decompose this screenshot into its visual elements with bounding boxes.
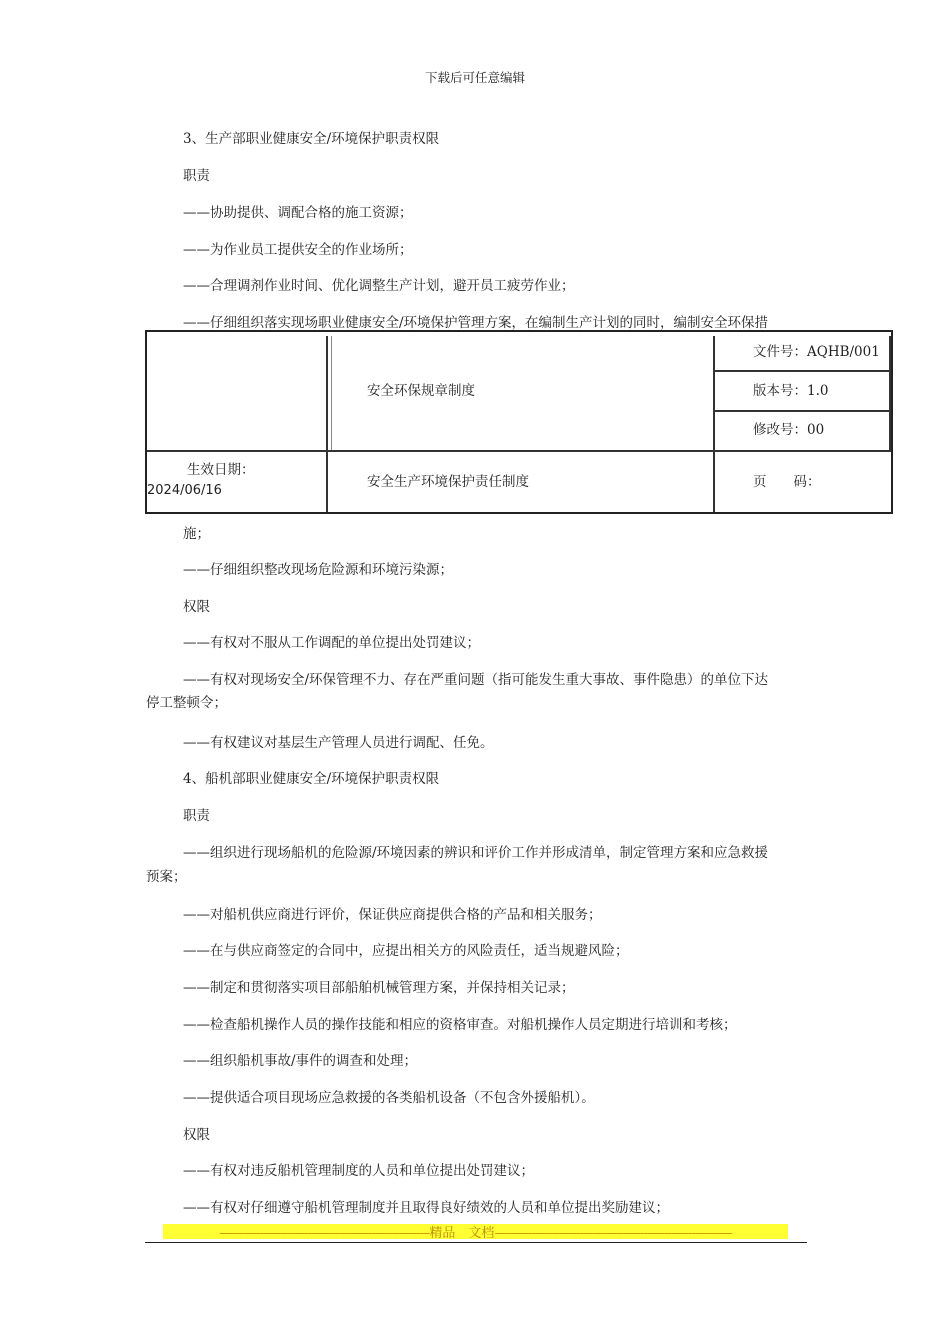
section4-duty-4: ——制定和贯彻落实项目部船舶机械管理方案，并保持相关记录； (183, 980, 575, 996)
section4-duty-3: ——在与供应商签定的合同中，应提出相关方的风险责任，适当规避风险； (183, 943, 629, 959)
footer-rule (145, 1242, 807, 1243)
footer-banner (163, 1222, 788, 1241)
section3-duty-3: ——合理调剂作业时间、优化调整生产计划，避开员工疲劳作业； (183, 278, 575, 294)
section4-duty-7: ——提供适合项目现场应急救援的各类船机设备（不包含外援船机）。 (183, 1090, 595, 1106)
doc-revision: 修改号：00 (753, 422, 825, 438)
doc-subtitle: 安全生产环境保护责任制度 (367, 474, 529, 490)
section3-authority-label: 权限 (183, 599, 210, 615)
section3-authority-1: ——有权对不服从工作调配的单位提出处罚建议； (183, 635, 480, 651)
section4-duty-1-continuation: 预案； (146, 869, 187, 885)
section3-authority-2-continuation: 停工整顿令； (146, 695, 227, 711)
footer-label: 精品 文档 (429, 1226, 495, 1241)
section4-duty-2: ——对船机供应商进行评价，保证供应商提供合格的产品和相关服务； (183, 907, 602, 923)
section4-authority-label: 权限 (183, 1127, 210, 1143)
section4-heading: 4、船机部职业健康安全/环境保护职责权限 (183, 771, 440, 787)
section3-duty-1: ——协助提供、调配合格的施工资源； (183, 205, 413, 221)
doc-version: 版本号：1.0 (753, 383, 829, 399)
section4-duty-1: ——组织进行现场船机的危险源/环境因素的辨识和评价工作并形成清单，制定管理方案和应急救援 (183, 845, 769, 861)
section4-duty-label: 职责 (183, 808, 210, 824)
section3-duty-2: ——为作业员工提供安全的作业场所； (183, 242, 413, 258)
section4-authority-1: ——有权对违反船机管理制度的人员和单位提出处罚建议； (183, 1163, 534, 1179)
footer-dashes-left: -------------------------------------------------------------- (219, 1226, 430, 1241)
section4-authority-2: ——有权对仔细遵守船机管理制度并且取得良好绩效的人员和单位提出奖励建议； (183, 1200, 669, 1216)
section3-duty-5: ——仔细组织整改现场危险源和环境污染源； (183, 562, 453, 578)
doc-title: 安全环保规章制度 (367, 383, 475, 399)
section3-duty-label: 职责 (183, 168, 210, 184)
footer-dashes-right: ---------------------------------------------------------------------- (494, 1226, 732, 1241)
page-header-note: 下载后可任意编辑 (424, 70, 525, 85)
document-info-table (145, 330, 893, 514)
section3-duty-4-continuation: 施； (183, 526, 210, 542)
section3-duty-4: ——仔细组织落实现场职业健康安全/环境保护管理方案，在编制生产计划的同时，编制安全环保措 (183, 315, 769, 331)
doc-file-number (753, 340, 880, 360)
section4-duty-6: ——组织船机事故/事件的调查和处理； (183, 1053, 418, 1069)
doc-file-number-text: 文件号：AQHB/001 (753, 344, 880, 360)
doc-effective-label: 生效日期： (187, 462, 255, 478)
section3-authority-3: ——有权建议对基层生产管理人员进行调配、任免。 (183, 735, 494, 751)
section3-heading: 3、生产部职业健康安全/环境保护职责权限 (183, 131, 440, 147)
doc-effective-date: 2024/06/16 (147, 483, 222, 498)
doc-page-label: 页 码： (753, 474, 821, 490)
section3-authority-2: ——有权对现场安全/环保管理不力、存在严重问题（指可能发生重大事故、事件隐患）的单位下达 (183, 672, 769, 688)
section4-duty-5: ——检查船机操作人员的操作技能和相应的资格审查。对船机操作人员定期进行培训和考核； (183, 1017, 737, 1033)
